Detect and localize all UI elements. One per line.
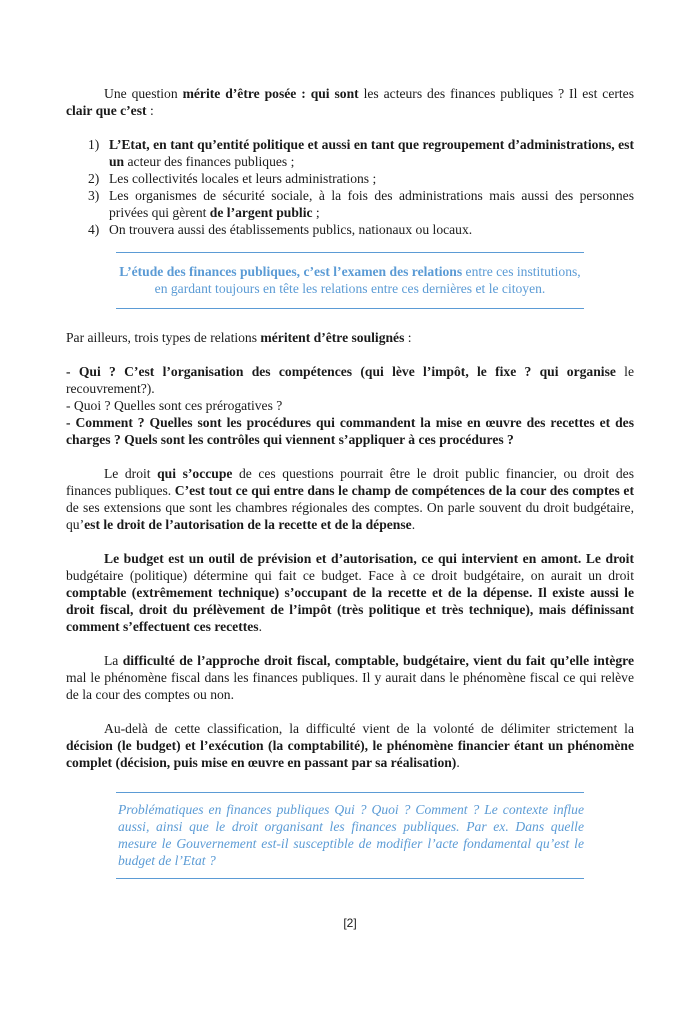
difficulte-paragraph [66, 652, 634, 703]
list-item [66, 221, 634, 238]
list-item [66, 136, 634, 170]
question-qui-bold: - Qui ? C’est l’organisation des compétences (qui lève l’impôt, le fixe ? qui organise [66, 364, 616, 379]
question-comment: - Comment ? Quelles sont les procédures qui commandent la mise en œuvre des recettes et des charges ? Quels sont les contrôles qui viennent s’appliquer à ces procédures ? [66, 415, 634, 447]
list-item-number: 3) [88, 188, 100, 203]
intro-text-1: Une question [104, 86, 183, 101]
relations-bold: méritent d’être soulignés [260, 330, 405, 345]
list-item-text: Les collectivités locales et leurs administrations ; [109, 171, 377, 186]
question-quoi: - Quoi ? Quelles sont ces prérogatives ? [66, 398, 283, 413]
question-qui [66, 363, 634, 397]
list-item-text: Les organismes de sécurité sociale, à la fois des administrations mais aussi des personnes privées qui gèrent [109, 188, 634, 220]
droit-text-2: de ces questions pourrait être le droit public financier, ou droit des finances publiques. [66, 466, 635, 498]
droit-paragraph [66, 465, 634, 533]
box2-text: Problématiques en finances publiques Qui ? Quoi ? Comment ? Le contexte influe aussi, ainsi que le droit organisant les finances publiques. Par ex. Dans quelle mesure le Gouvernement est-il susceptible de modifier l’acte fondamental qu’est le budget de l’Etat ? [118, 802, 584, 868]
list-item-text: acteur des finances publiques ; [124, 154, 295, 169]
list-item-number: 2) [88, 171, 100, 186]
relations-text-2: : [404, 330, 412, 345]
intro-bold-1: mérite d’être posée : qui sont [182, 86, 359, 101]
list-item [66, 170, 634, 187]
highlight-box-problematiques [116, 792, 584, 879]
list-item-text: On trouvera aussi des établissements publics, nationaux ou locaux. [109, 222, 473, 237]
droit-bold-1: qui s’occupe [157, 466, 233, 481]
difficulte-bold: difficulté de l’approche droit fiscal, comptable, budgétaire, vient du fait qu’elle intègre [122, 653, 634, 668]
droit-text-1: Le droit [104, 466, 158, 481]
questions-block [66, 363, 634, 448]
highlight-box-etude [116, 252, 584, 309]
relations-text-1: Par ailleurs, trois types de relations [66, 330, 261, 345]
budget-bold-2: comptable (extrêmement technique) s’occupant de la recette et de la dépense. Il existe aussi le droit fiscal, droit du prélèvement de l’impôt (très politique et très technique), mais définissant comment s’effectuent ces recettes [66, 585, 634, 634]
audela-text-2: . [456, 755, 460, 770]
budget-text-2: . [258, 619, 263, 634]
question-qui-text: le recouvrement?). [66, 364, 634, 396]
list-item-number: 1) [88, 137, 100, 152]
box1-bold: L’étude des finances publiques, c’est l’examen des relations [119, 264, 463, 279]
difficulte-text-2: mal le phénomène fiscal dans les finances publiques. Il y aurait dans le phénomène fiscal ce qui relève de la cour des comptes ou non. [66, 670, 634, 702]
box1-text: entre ces institutions, en gardant toujours en tête les relations entre ces dernières et le citoyen. [154, 264, 581, 296]
budget-paragraph [66, 550, 634, 635]
budget-bold-1: Le budget est un outil de prévision et d’autorisation, ce qui intervient en amont. Le droit [104, 551, 634, 566]
page-content [66, 85, 634, 879]
audela-bold: décision (le budget) et l’exécution (la comptabilité), le phénomène financier étant un phénomène complet (décision, puis mise en œuvre en passant par sa réalisation) [66, 738, 634, 770]
droit-bold-3: est le droit de l’autorisation de la recette et de la dépense [84, 517, 412, 532]
relations-paragraph [66, 329, 634, 346]
audela-text-1: Au-delà de cette classification, la difficulté vient de la volonté de délimiter strictement la [104, 721, 634, 736]
audela-paragraph [66, 720, 634, 771]
droit-text-3: de ses extensions que sont les chambres régionales des comptes. On parle souvent du droit budgétaire, qu’ [66, 500, 634, 532]
difficulte-text-1: La [104, 653, 123, 668]
intro-text-3: : [146, 103, 154, 118]
droit-bold-2: C’est tout ce qui entre dans le champ de compétences de la cour des comptes et [174, 483, 634, 498]
budget-text-1: budgétaire (politique) détermine qui fait ce budget. Face à ce droit budgétaire, on aurait un droit [66, 568, 634, 583]
droit-text-4: . [411, 517, 416, 532]
intro-paragraph [66, 85, 634, 119]
highlight-box-text [116, 263, 584, 297]
list-item [66, 187, 634, 221]
list-item-bold: de l’argent public [209, 205, 313, 220]
list-item-bold: L’Etat, en tant qu’entité politique et aussi en tant que regroupement d’administrations, est un [109, 137, 634, 169]
page-number: [2] [343, 916, 357, 930]
list-item-tail: ; [312, 205, 320, 220]
intro-text-2: les acteurs des finances publiques ? Il est certes [358, 86, 634, 101]
acteurs-list [66, 136, 634, 238]
intro-bold-2: clair que c’est [66, 103, 147, 118]
list-item-number: 4) [88, 222, 100, 237]
